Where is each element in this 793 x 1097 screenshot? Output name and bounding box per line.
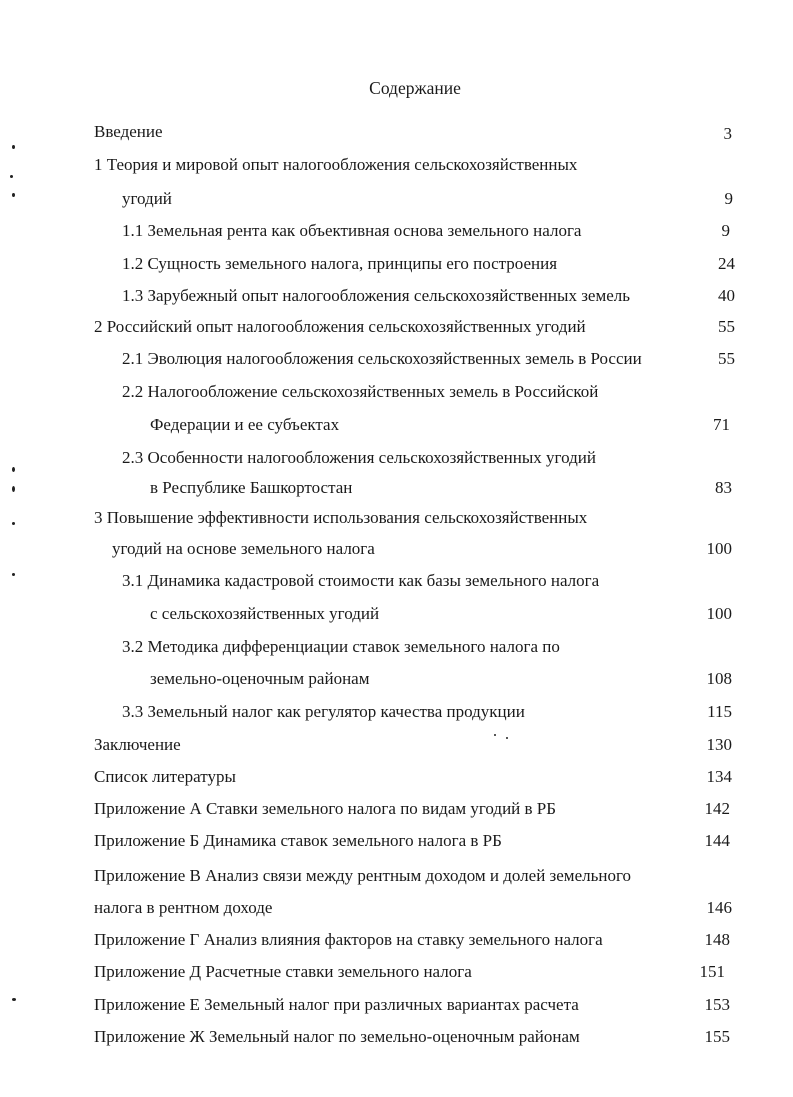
scan-speck bbox=[12, 467, 15, 472]
toc-entry-appendix-e: Приложение Е Земельный налог при различных вариантах расчета bbox=[94, 995, 579, 1014]
scan-speck bbox=[12, 522, 15, 525]
toc-entry-3-2: 3.2 Методика дифференциации ставок земельного налога по bbox=[122, 637, 560, 656]
toc-page-number: 148 bbox=[704, 930, 730, 949]
toc-page-number: 40 bbox=[718, 286, 735, 305]
toc-entry-3-3: 3.3 Земельный налог как регулятор качества продукции bbox=[122, 702, 525, 721]
toc-entry-2-3-cont: в Республике Башкортостан bbox=[150, 478, 353, 497]
toc-page-number: 24 bbox=[718, 254, 735, 273]
scan-speck bbox=[494, 734, 496, 736]
toc-entry-chapter-1-cont: угодий bbox=[122, 189, 172, 208]
toc-entry-1-3: 1.3 Зарубежный опыт налогообложения сельскохозяйственных земель bbox=[122, 286, 630, 305]
scan-speck bbox=[12, 573, 15, 576]
toc-entry-appendix-a: Приложение А Ставки земельного налога по видам угодий в РБ bbox=[94, 799, 557, 818]
toc-page-number: 55 bbox=[718, 349, 735, 368]
scan-speck bbox=[10, 175, 13, 178]
toc-page-number: 9 bbox=[721, 221, 730, 240]
toc-page-number: 100 bbox=[706, 539, 732, 558]
toc-page-number: 142 bbox=[704, 799, 730, 818]
toc-entry-appendix-zh: Приложение Ж Земельный налог по земельно-оценочным районам bbox=[94, 1027, 580, 1046]
scan-speck bbox=[12, 486, 15, 492]
scan-speck bbox=[12, 998, 16, 1001]
toc-entry-appendix-b: Приложение Б Динамика ставок земельного налога в РБ bbox=[94, 831, 502, 850]
toc-entry-introduction: Введение bbox=[94, 122, 163, 141]
toc-entry-appendix-g: Приложение Г Анализ влияния факторов на ставку земельного налога bbox=[94, 930, 603, 949]
toc-entry-chapter-1: 1 Теория и мировой опыт налогообложения сельскохозяйственных bbox=[94, 155, 578, 174]
toc-entry-appendix-d: Приложение Д Расчетные ставки земельного налога bbox=[94, 962, 472, 981]
toc-entry-3-2-cont: земельно-оценочным районам bbox=[150, 669, 370, 688]
scan-speck bbox=[12, 193, 15, 197]
toc-entry-chapter-3-cont: угодий на основе земельного налога bbox=[112, 539, 375, 558]
toc-page-number: 155 bbox=[704, 1027, 730, 1046]
toc-entry-3-1-cont: с сельскохозяйственных угодий bbox=[150, 604, 380, 623]
toc-page-number: 83 bbox=[715, 478, 732, 497]
toc-entry-bibliography: Список литературы bbox=[94, 767, 236, 786]
scan-speck bbox=[12, 145, 15, 149]
toc-entry-chapter-2: 2 Российский опыт налогообложения сельскохозяйственных угодий bbox=[94, 317, 586, 336]
toc-page-number: 100 bbox=[706, 604, 732, 623]
toc-entry-appendix-v: Приложение В Анализ связи между рентным доходом и долей земельного bbox=[94, 866, 631, 885]
toc-entry-3-1: 3.1 Динамика кадастровой стоимости как базы земельного налога bbox=[122, 571, 600, 590]
toc-entry-2-2: 2.2 Налогообложение сельскохозяйственных земель в Российской bbox=[122, 382, 599, 401]
toc-page-number: 71 bbox=[713, 415, 730, 434]
toc-entry-2-3: 2.3 Особенности налогообложения сельскохозяйственных угодий bbox=[122, 448, 596, 467]
toc-page-number: 115 bbox=[707, 702, 732, 721]
toc-page-number: 151 bbox=[699, 962, 725, 981]
toc-entry-1-1: 1.1 Земельная рента как объективная основа земельного налога bbox=[122, 221, 582, 240]
toc-entry-appendix-v-cont: налога в рентном доходе bbox=[94, 898, 273, 917]
toc-entry-2-2-cont: Федерации и ее субъектах bbox=[150, 415, 340, 434]
toc-page-number: 146 bbox=[706, 898, 732, 917]
toc-page-number: 134 bbox=[706, 767, 732, 786]
toc-page-number: 153 bbox=[704, 995, 730, 1014]
toc-page-number: 108 bbox=[706, 669, 732, 688]
toc-page-number: 130 bbox=[706, 735, 732, 754]
toc-entry-2-1: 2.1 Эволюция налогообложения сельскохозяйственных земель в России bbox=[122, 349, 642, 368]
page-title: Содержание bbox=[369, 78, 461, 98]
toc-entry-1-2: 1.2 Сущность земельного налога, принципы его построения bbox=[122, 254, 558, 273]
scan-speck bbox=[506, 737, 508, 739]
toc-page-number: 3 bbox=[723, 124, 732, 143]
toc-page-number: 144 bbox=[704, 831, 730, 850]
toc-entry-chapter-3: 3 Повышение эффективности использования сельскохозяйственных bbox=[94, 508, 588, 527]
toc-entry-conclusion: Заключение bbox=[94, 735, 181, 754]
toc-page-number: 55 bbox=[718, 317, 735, 336]
toc-page-number: 9 bbox=[724, 189, 733, 208]
